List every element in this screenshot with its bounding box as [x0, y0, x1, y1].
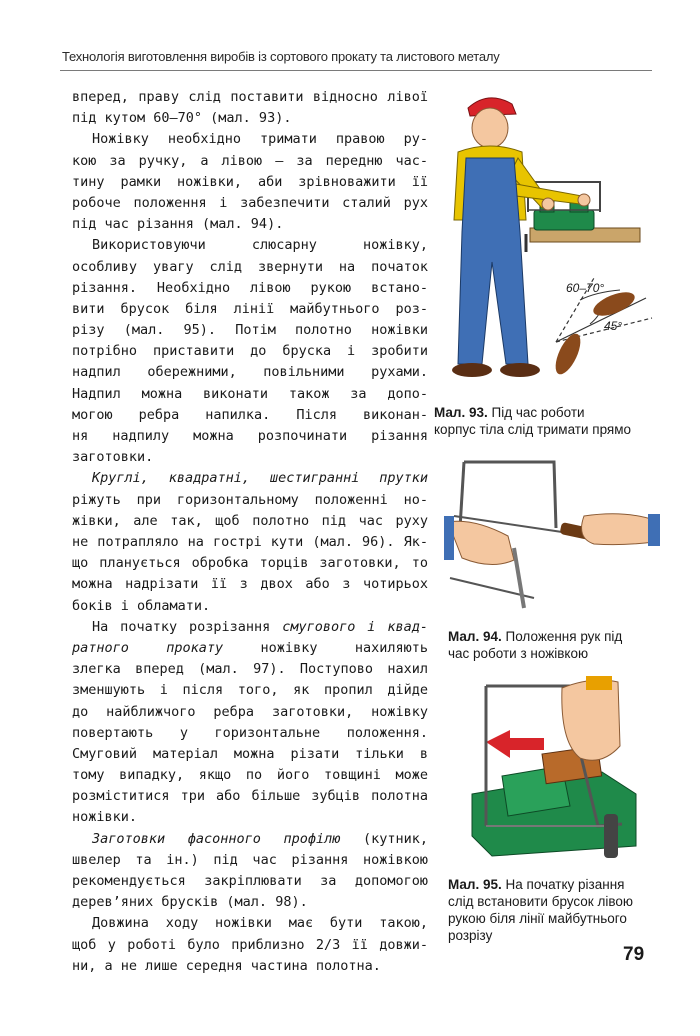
- text-line: заготовки.: [72, 449, 154, 466]
- text-line: надпил обережними, повільними рухами.: [72, 364, 428, 381]
- foot-angle-diagram: [551, 278, 652, 378]
- text-line: розміститися три або більше зубців полотна: [72, 788, 428, 805]
- text-line: до найближчого ребра заготовки, ножівку: [72, 703, 428, 720]
- text-line: вити брусок біля лінії майбутнього роз-: [72, 300, 428, 317]
- text-line: не потрапляло на гострі кути (мал. 96). Як-: [72, 533, 428, 550]
- figure-label: Мал. 94.: [448, 629, 502, 644]
- text-line: швелер та ін.) під час різання ножівкою: [72, 851, 428, 868]
- page-number: 79: [623, 944, 645, 965]
- caption-text: розрізу: [448, 928, 493, 943]
- text-line: Смуговий матеріал можна різати тільки в: [72, 745, 428, 762]
- text-line: що планується обробка торців заготовки, то: [72, 555, 428, 572]
- text-line: жівки, але так, щоб полотно під час руху: [72, 512, 428, 529]
- figure-93-illustration: [430, 92, 662, 396]
- text-line: повертають у горизонтальне положення.: [72, 724, 428, 741]
- caption-text: На початку різання: [501, 877, 625, 892]
- text-line: під кутом 60–70° (мал. 93).: [72, 110, 292, 127]
- text-line: особливу увагу слід звернути на початок: [72, 258, 428, 275]
- header-title: Технологія виготовлення виробів із сортового прокату та листового металу: [62, 49, 500, 64]
- text-fragment-italic: ратного прокату: [72, 639, 224, 656]
- text-line: ня надпилу можна розпочинати різання: [72, 428, 428, 445]
- text-line: тину рамки ножівки, аби зрівноважити її: [72, 173, 428, 190]
- text-line: Використовуючи слюсарну ножівку,: [92, 237, 428, 254]
- figure-label: Мал. 95.: [448, 877, 502, 892]
- caption-text: Під час роботи: [487, 405, 585, 420]
- text-line: [72, 617, 428, 638]
- figure-95-caption: [448, 876, 668, 944]
- text-line: ріжуть при горизонтальному положенні но-: [72, 491, 428, 508]
- text-line: вперед, праву слід поставити відносно лівої: [72, 89, 428, 105]
- text-line: [72, 638, 428, 659]
- text-line: рекомендується закріплювати за допомогою: [72, 873, 428, 890]
- figure-93-caption: [434, 404, 666, 438]
- text-line: злегка вперед (мал. 97). Поступово нахил: [72, 661, 428, 678]
- running-header: [60, 46, 652, 72]
- text-fragment: (кутник,: [340, 830, 428, 847]
- text-line: боків і обламати.: [72, 597, 211, 614]
- figure-95-illustration: [452, 676, 656, 866]
- text-line: різання. Необхідно лівою рукою встано-: [72, 279, 428, 296]
- text-line: кою за ручку, а лівою — за передню час-: [72, 152, 428, 169]
- text-line: щоб у роботі було приблизно 2/3 її довжи-: [72, 936, 428, 953]
- text-line: потрібно приставити до бруска і зробити: [72, 343, 428, 360]
- text-fragment: ножівку нахиляють: [223, 639, 428, 656]
- caption-text: рукою біля лінії майбутнього: [448, 911, 627, 926]
- caption-text: Положення рук під: [501, 629, 623, 644]
- figure-94-caption: [448, 628, 668, 662]
- text-line: ножівки.: [72, 809, 138, 826]
- text-line: робоче положення і забезпечити сталий рух: [72, 194, 428, 211]
- text-line: могою ребра напилка. Після виконан-: [72, 406, 428, 423]
- text-line: Надпил можна виконати також за допо-: [72, 385, 428, 402]
- angle-label-45: 45°: [604, 319, 623, 333]
- text-line: дерев’яних брусків (мал. 98).: [72, 894, 308, 911]
- text-line: різу (мал. 95). Потім полотно ножівки: [72, 322, 428, 339]
- text-fragment-italic: Заготовки фасонного профілю: [92, 830, 341, 847]
- text-line: тому випадку, якщо по його товщині може: [72, 767, 428, 784]
- text-line: під час різання (мал. 94).: [72, 216, 284, 233]
- caption-text: слід встановити брусок лівою: [448, 894, 633, 909]
- text-line: Круглі, квадратні, шестигранні прутки: [92, 470, 428, 487]
- header-rule: [60, 70, 652, 71]
- angle-label-60-70: 60–70°: [566, 281, 605, 295]
- text-fragment-italic: смугового і квад-: [282, 618, 428, 635]
- figure-94-illustration: [444, 458, 660, 624]
- text-line: [72, 829, 428, 850]
- figure-label: Мал. 93.: [434, 405, 488, 420]
- body-text: [72, 87, 428, 977]
- caption-text: корпус тіла слід тримати прямо: [434, 422, 632, 437]
- text-fragment: На початку розрізання: [92, 618, 283, 635]
- caption-text: час роботи з ножівкою: [448, 646, 589, 661]
- text-line: зменшують і після того, як пропил дійде: [72, 682, 428, 699]
- text-line: можна надрізати її з двох або з чотирьох: [72, 576, 428, 593]
- text-line: Ножівку необхідно тримати правою ру-: [92, 131, 428, 148]
- text-line: ни, а не лише середня частина полотна.: [72, 957, 381, 974]
- text-line: Довжина ходу ножівки має бути такою,: [92, 915, 428, 932]
